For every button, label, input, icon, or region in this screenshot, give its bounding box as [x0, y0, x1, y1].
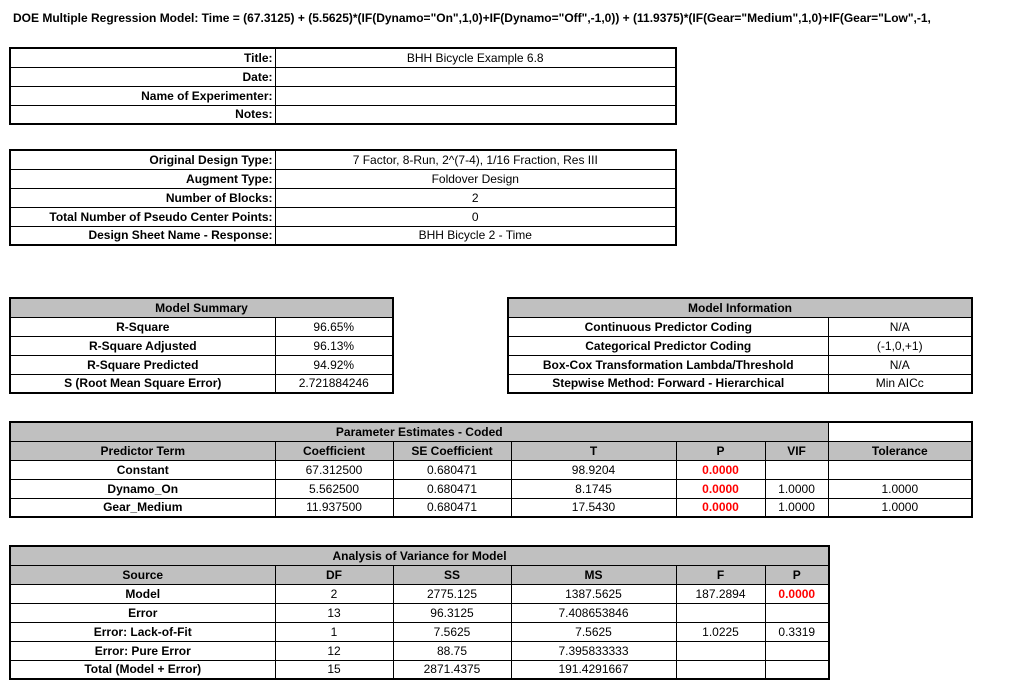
table-row [10, 641, 829, 660]
regression-formula: DOE Multiple Regression Model: Time = (67.3125) + (5.5625)*(IF(Dynamo="On",1,0)+IF(Dynamo="Off",-1,0)) + (11.9375)*(IF(Gear="Medium",1,0)+IF(Gear="Low",-1, [13, 11, 931, 25]
summary-row [10, 374, 393, 393]
table-cell[interactable]: 1.0225 [676, 622, 765, 641]
summary-row [10, 355, 393, 374]
info-row [10, 105, 676, 124]
model-info-label: Stepwise Method: Forward - Hierarchical [508, 374, 828, 393]
summary-row [10, 336, 393, 355]
p-value[interactable]: 0.0000 [676, 498, 765, 517]
table-cell[interactable]: 7.5625 [393, 622, 511, 641]
summary-value[interactable]: 2.721884246 [275, 374, 393, 393]
p-value[interactable]: 0.0000 [676, 479, 765, 498]
table-cell[interactable]: 191.4291667 [511, 660, 676, 679]
table-cell[interactable] [676, 641, 765, 660]
summary-row [10, 317, 393, 336]
design-label: Augment Type: [10, 169, 275, 188]
table-cell[interactable]: 1.0000 [765, 498, 828, 517]
summary-label: R-Square Adjusted [10, 336, 275, 355]
table-cell[interactable] [765, 641, 829, 660]
summary-value[interactable]: 94.92% [275, 355, 393, 374]
summary-value[interactable]: 96.13% [275, 336, 393, 355]
info-row [10, 48, 676, 67]
design-row [10, 188, 676, 207]
table-cell[interactable] [828, 460, 972, 479]
design-value[interactable]: Foldover Design [275, 169, 676, 188]
info-row [10, 86, 676, 105]
design-label: Original Design Type: [10, 150, 275, 169]
table-cell[interactable] [765, 460, 828, 479]
table-cell[interactable]: 7.5625 [511, 622, 676, 641]
column-header: SS [393, 565, 511, 584]
table-cell[interactable]: 0.3319 [765, 622, 829, 641]
column-header: VIF [765, 441, 828, 460]
table-cell[interactable]: 2 [275, 584, 393, 603]
model-info-row [508, 374, 972, 393]
table-cell[interactable]: 2871.4375 [393, 660, 511, 679]
table-cell[interactable]: 15 [275, 660, 393, 679]
design-label: Design Sheet Name - Response: [10, 226, 275, 245]
table-row [10, 660, 829, 679]
column-header: SE Coefficient [393, 441, 511, 460]
column-header: F [676, 565, 765, 584]
table-cell[interactable]: 1.0000 [828, 479, 972, 498]
table-cell[interactable] [676, 603, 765, 622]
table-cell[interactable]: 0.680471 [393, 498, 511, 517]
model-info-value[interactable]: N/A [828, 355, 972, 374]
column-header: Tolerance [828, 441, 972, 460]
info-table [9, 47, 677, 125]
table-cell[interactable]: 2775.125 [393, 584, 511, 603]
model-info-row [508, 355, 972, 374]
summary-value[interactable]: 96.65% [275, 317, 393, 336]
table-cell[interactable]: 13 [275, 603, 393, 622]
summary-label: R-Square Predicted [10, 355, 275, 374]
table-cell[interactable]: 5.562500 [275, 479, 393, 498]
design-label: Number of Blocks: [10, 188, 275, 207]
table-cell[interactable] [765, 603, 829, 622]
design-row [10, 226, 676, 245]
table-cell[interactable]: 0.680471 [393, 479, 511, 498]
model-info-label: Categorical Predictor Coding [508, 336, 828, 355]
parameter-header-row [10, 441, 972, 460]
info-value[interactable] [275, 67, 676, 86]
parameter-estimates-table [9, 421, 973, 518]
design-value[interactable]: 2 [275, 188, 676, 207]
design-label: Total Number of Pseudo Center Points: [10, 207, 275, 226]
design-table [9, 149, 677, 246]
column-header: MS [511, 565, 676, 584]
info-label: Name of Experimenter: [10, 86, 275, 105]
design-value[interactable]: 7 Factor, 8-Run, 2^(7-4), 1/16 Fraction, Res III [275, 150, 676, 169]
table-cell[interactable]: 7.395833333 [511, 641, 676, 660]
anova-source: Model [10, 584, 275, 603]
info-value[interactable]: BHH Bicycle Example 6.8 [275, 48, 676, 67]
model-summary-table [9, 297, 394, 394]
table-cell[interactable]: 12 [275, 641, 393, 660]
table-cell[interactable]: 67.312500 [275, 460, 393, 479]
table-row [10, 479, 972, 498]
info-row [10, 67, 676, 86]
model-info-row [508, 317, 972, 336]
model-info-value[interactable]: N/A [828, 317, 972, 336]
predictor-term: Gear_Medium [10, 498, 275, 517]
table-cell[interactable]: 1.0000 [765, 479, 828, 498]
model-summary-title: Model Summary [10, 298, 393, 317]
model-info-value[interactable]: Min AICc [828, 374, 972, 393]
table-cell[interactable]: 8.1745 [511, 479, 676, 498]
anova-source: Error [10, 603, 275, 622]
anova-header-row [10, 565, 829, 584]
table-row [10, 460, 972, 479]
table-cell[interactable]: 0.680471 [393, 460, 511, 479]
p-value[interactable]: 0.0000 [676, 460, 765, 479]
predictor-term: Constant [10, 460, 275, 479]
design-row [10, 207, 676, 226]
parameter-estimates-title: Parameter Estimates - Coded [10, 422, 828, 441]
model-info-label: Box-Cox Transformation Lambda/Threshold [508, 355, 828, 374]
table-cell[interactable]: 1.0000 [828, 498, 972, 517]
summary-label: R-Square [10, 317, 275, 336]
table-row [10, 584, 829, 603]
predictor-term: Dynamo_On [10, 479, 275, 498]
summary-label: S (Root Mean Square Error) [10, 374, 275, 393]
table-cell[interactable]: 1 [275, 622, 393, 641]
table-cell[interactable]: 88.75 [393, 641, 511, 660]
info-value[interactable] [275, 105, 676, 124]
info-value[interactable] [275, 86, 676, 105]
column-header: T [511, 441, 676, 460]
table-row [10, 498, 972, 517]
table-cell[interactable]: 187.2894 [676, 584, 765, 603]
column-header: Predictor Term [10, 441, 275, 460]
anova-source: Total (Model + Error) [10, 660, 275, 679]
p-value[interactable]: 0.0000 [765, 584, 829, 603]
column-header: P [765, 565, 829, 584]
table-cell[interactable] [765, 660, 829, 679]
table-row [10, 603, 829, 622]
column-header: Coefficient [275, 441, 393, 460]
table-cell[interactable]: 17.5430 [511, 498, 676, 517]
model-info-title: Model Information [508, 298, 972, 317]
table-cell[interactable]: 98.9204 [511, 460, 676, 479]
model-info-table [507, 297, 973, 394]
info-label: Date: [10, 67, 275, 86]
info-label: Title: [10, 48, 275, 67]
design-value[interactable]: 0 [275, 207, 676, 226]
design-row [10, 150, 676, 169]
model-info-row [508, 336, 972, 355]
anova-table [9, 545, 830, 680]
table-cell[interactable]: 1387.5625 [511, 584, 676, 603]
anova-title: Analysis of Variance for Model [10, 546, 829, 565]
design-row [10, 169, 676, 188]
column-header: Source [10, 565, 275, 584]
info-label: Notes: [10, 105, 275, 124]
design-value[interactable]: BHH Bicycle 2 - Time [275, 226, 676, 245]
column-header: P [676, 441, 765, 460]
model-info-label: Continuous Predictor Coding [508, 317, 828, 336]
anova-source: Error: Pure Error [10, 641, 275, 660]
model-info-value[interactable]: (-1,0,+1) [828, 336, 972, 355]
table-cell[interactable]: 96.3125 [393, 603, 511, 622]
column-header: DF [275, 565, 393, 584]
table-row [10, 622, 829, 641]
table-cell[interactable] [676, 660, 765, 679]
table-cell[interactable]: 7.408653846 [511, 603, 676, 622]
anova-source: Error: Lack-of-Fit [10, 622, 275, 641]
table-cell[interactable]: 11.937500 [275, 498, 393, 517]
